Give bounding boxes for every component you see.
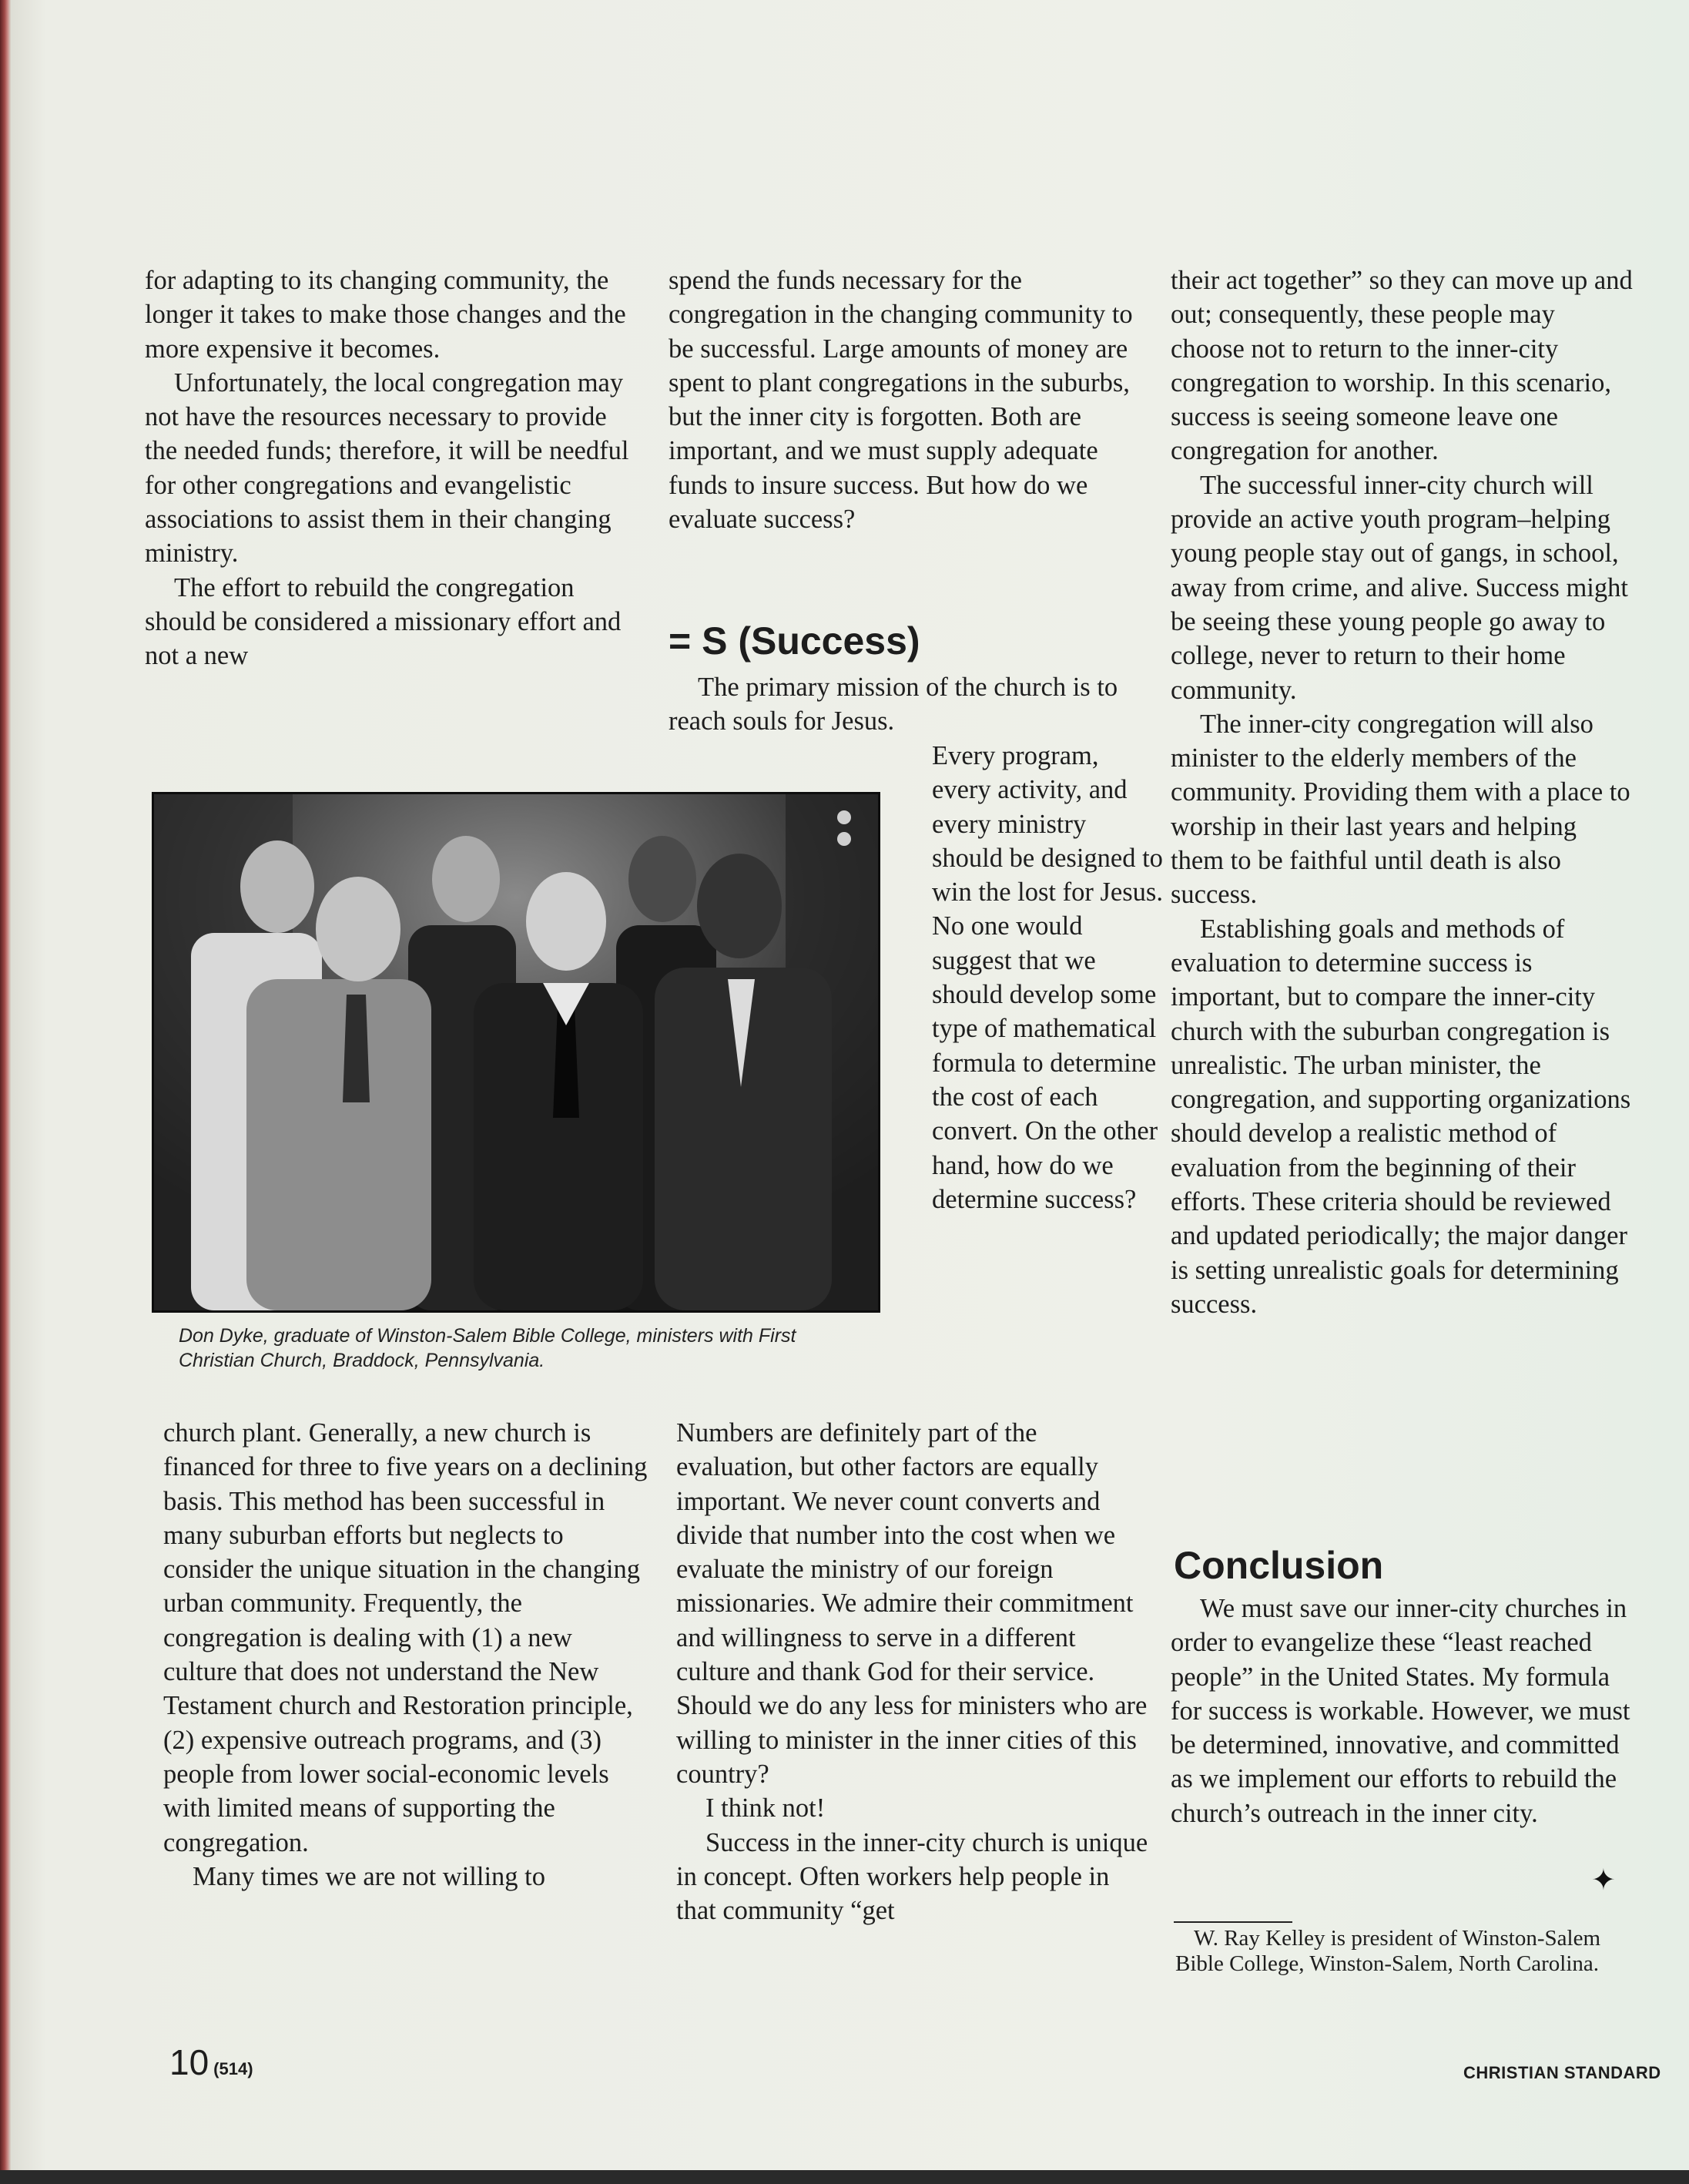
paragraph: I think not! [705, 1793, 826, 1823]
column-2-upper [669, 263, 1146, 536]
column-2-after-heading [669, 670, 1146, 739]
paragraph: We must save our inner-city churches in order to evangelize these “least reached people” in the United States. My formula for success is workable. However, we must be determined, innovative, and committed as we implement our efforts to rebuild the church’s outreach in the inner city. [1171, 1594, 1630, 1828]
paragraph: The inner-city congregation will also minister to the elderly members of the community. Providing them with a place to worship in their last years and helping them to be faithful until death is also success. [1171, 709, 1630, 910]
photo-caption: Don Dyke, graduate of Winston-Salem Bible College, ministers with First Christian Church, Braddock, Pennsylvania. [179, 1325, 796, 1371]
paragraph: The primary mission of the church is to reach souls for Jesus. [669, 673, 1118, 736]
paragraph: spend the funds necessary for the congregation in the changing community to be successful. Large amounts of money are spent to plant congregations in the suburbs, but the inner city is forgotten. Both are important, and we must supply adequate funds to insure success. But how do we evaluate success? [669, 266, 1133, 535]
author-bio [1175, 1926, 1645, 1977]
end-mark-icon: ✦ [1591, 1863, 1616, 1897]
column-1-lower [163, 1416, 648, 1894]
paragraph: church plant. Generally, a new church is financed for three to five years on a declining basis. This method has been successful in many suburban efforts but neglects to consider the unique situation in the changing urban community. Frequently, the congregation is dealing with (1) a new culture that does not understand the New Testament church and Restoration principle, (2) expensive outreach programs, and (3) people from lower social-economic levels with limited means of supporting the congregation. [163, 1418, 648, 1857]
author-bio-text: W. Ray Kelley is president of Winston-Salem Bible College, Winston-Salem, North Carolina. [1175, 1926, 1601, 1976]
page-bottom-edge [0, 2170, 1689, 2184]
paragraph: their act together” so they can move up and out; consequently, these people may choose not to return to the inner-city congregation to worship. In this scenario, success is seeing someone leave one congregation for another. [1171, 266, 1633, 466]
column-2-lower [676, 1416, 1154, 1927]
issue-page-number: (514) [213, 2059, 253, 2078]
paragraph: The effort to rebuild the congregation should be considered a missionary effort and not a new [145, 572, 622, 671]
column-3 [1171, 263, 1633, 1321]
paragraph: Establishing goals and methods of evaluation to determine success is important, but to compare the inner-city church with the suburban congregation is unrealistic. The urban minister, the congregation, and supporting organizations should develop a realistic method of evaluation from the beginning of their efforts. These criteria should be reviewed and updated periodically; the major danger is setting unrealistic goals for determining success. [1171, 914, 1631, 1319]
paragraph: Many times we are not willing to [193, 1861, 546, 1891]
column-2-wrapped-text: Every program, every activity, and every ministry should be designed to win the lost for Jesus. No one would suggest that we should develop some type of mathematical formula to determine the cost of each convert. On the other hand, how do we determine success? [932, 741, 1163, 1214]
group-photo [152, 792, 880, 1313]
section-heading-success: = S (Success) [669, 619, 920, 663]
page-number [169, 2043, 253, 2088]
page-spine-edge [0, 0, 11, 2184]
bio-divider [1174, 1921, 1292, 1923]
section-heading-conclusion: Conclusion [1174, 1544, 1384, 1587]
paragraph: Success in the inner-city church is unique in concept. Often workers help people in that community “get [676, 1827, 1148, 1926]
paragraph: for adapting to its changing community, the longer it takes to make those changes and the more expensive it becomes. [145, 266, 626, 364]
magazine-name: CHRISTIAN STANDARD [1463, 2063, 1661, 2082]
page-number-value: 10 [169, 2042, 209, 2082]
paragraph: Numbers are definitely part of the evaluation, but other factors are equally important. We never count converts and divide that number into the cost when we evaluate the ministry of our foreign missionaries. We admire their commitment and willingness to serve in a different culture and thank God for their service. Should we do any less for ministers who are willing to minister in the inner cities of this country? [676, 1418, 1148, 1789]
paragraph: Unfortunately, the local congregation may not have the resources necessary to provide the needed funds; therefore, it will be needful for other congregations and evangelistic associations to assist them in their changing ministry. [145, 367, 629, 569]
paragraph: The successful inner-city church will provide an active youth program–helping young people stay out of gangs, in school, away from crime, and alive. Success might be seeing these young people go away to college, never to return to their home community. [1171, 470, 1628, 705]
column-1-upper [145, 263, 638, 673]
conclusion-text [1171, 1592, 1633, 1830]
